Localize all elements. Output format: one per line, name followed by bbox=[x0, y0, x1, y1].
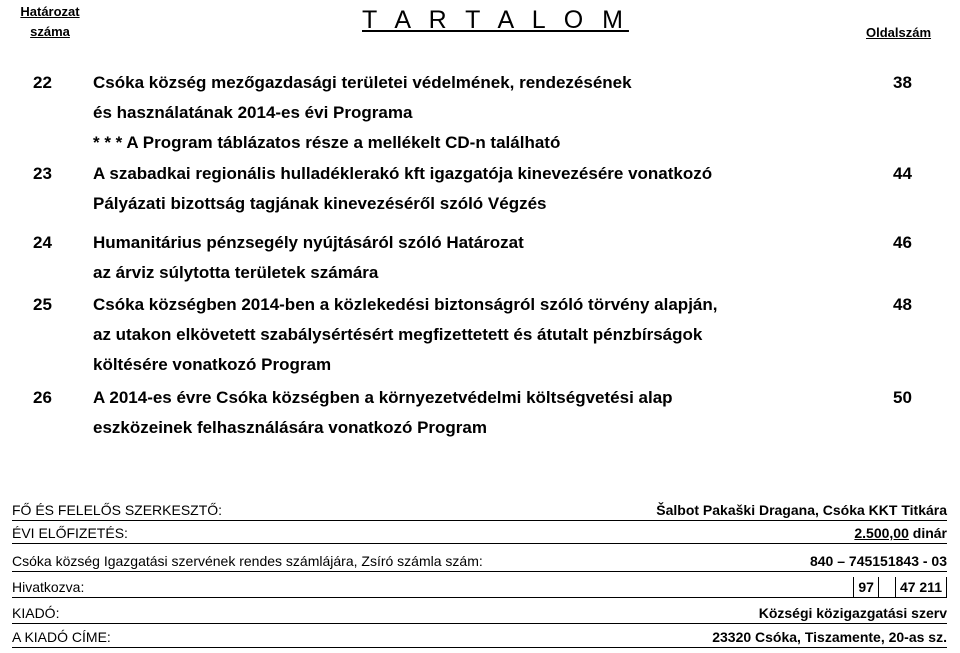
entry-page-number: 38 bbox=[893, 73, 912, 92]
reference-box-1: 97 bbox=[853, 577, 878, 597]
header-decision-label-1: Határozat bbox=[20, 4, 80, 19]
reference-box-2: 47 211 bbox=[895, 577, 947, 597]
entry-page-number: 50 bbox=[893, 388, 912, 407]
entry-number: 22 bbox=[33, 73, 52, 92]
entry-title bbox=[93, 228, 524, 288]
entry-number: 23 bbox=[33, 164, 52, 183]
entry-title-line: A szabadkai regionális hulladéklerakó kft igazgatója kinevezésére vonatkozó bbox=[93, 164, 713, 183]
footer-subscription-row bbox=[12, 520, 947, 544]
reference-box-gap bbox=[878, 577, 895, 597]
footer-reference-row bbox=[12, 574, 947, 598]
subscription-label: ÉVI ELŐFIZETÉS: bbox=[12, 525, 128, 541]
subscription-unit: dinár bbox=[912, 525, 947, 541]
entry-title bbox=[93, 159, 712, 219]
footer-editor-row bbox=[12, 497, 947, 521]
entry-title bbox=[93, 68, 632, 158]
publisher-label: KIADÓ: bbox=[12, 605, 60, 621]
account-label: Csóka község Igazgatási szervének rendes számlájára, Zsíró számla szám: bbox=[12, 553, 483, 569]
entry-title-line: eszközeinek felhasználására vonatkozó Program bbox=[93, 418, 487, 437]
footer-publisher-row bbox=[12, 600, 947, 624]
entry-title bbox=[93, 290, 717, 380]
account-value: 840 – 745151843 - 03 bbox=[809, 553, 947, 569]
entry-number: 25 bbox=[33, 295, 52, 314]
entry-page-number: 44 bbox=[893, 164, 912, 183]
entry-title-line: * * * A Program táblázatos része a mellékelt CD-n található bbox=[93, 133, 561, 152]
header-decision-number bbox=[10, 2, 90, 42]
entry-title bbox=[93, 383, 673, 443]
publisher-value: Községi közigazgatási szerv bbox=[758, 605, 947, 621]
entry-number: 24 bbox=[33, 233, 52, 252]
entry-title-line: Csóka község mezőgazdasági területei védelmének, rendezésének bbox=[93, 73, 632, 92]
address-label: A KIADÓ CÍME: bbox=[12, 629, 111, 645]
entry-title-line: A 2014-es évre Csóka községben a környezetvédelmi költségvetési alap bbox=[93, 388, 673, 407]
entry-title-line: és használatának 2014-es évi Programa bbox=[93, 103, 413, 122]
entry-title-line: az árviz súlytotta területek számára bbox=[93, 263, 379, 282]
subscription-value bbox=[854, 525, 947, 541]
editor-label: FŐ ÉS FELELŐS SZERKESZTŐ: bbox=[12, 502, 223, 518]
editor-value: Šalbot Pakaški Dragana, Csóka KKT Titkára bbox=[656, 502, 947, 518]
footer-account-row bbox=[12, 548, 947, 572]
entry-title-line: költésére vonatkozó Program bbox=[93, 355, 332, 374]
reference-boxes bbox=[853, 577, 947, 597]
reference-label: Hivatkozva: bbox=[12, 579, 85, 595]
entry-title-line: Humanitárius pénzsegély nyújtásáról szóló Határozat bbox=[93, 233, 524, 252]
header-decision-label-2: száma bbox=[30, 24, 70, 39]
page-title: T A R T A L O M bbox=[362, 6, 629, 34]
entry-title-line: Csóka községben 2014-ben a közlekedési biztonságról szóló törvény alapján, bbox=[93, 295, 718, 314]
header-page-number: Oldalszám bbox=[866, 25, 932, 40]
entry-number: 26 bbox=[33, 388, 52, 407]
footer-address-row bbox=[12, 624, 947, 648]
entry-page-number: 46 bbox=[893, 233, 912, 252]
subscription-amount: 2.500,00 bbox=[854, 525, 909, 541]
entry-title-line: az utakon elkövetett szabálysértésért megfizettetett és átutalt pénzbírságok bbox=[93, 325, 703, 344]
entry-page-number: 48 bbox=[893, 295, 912, 314]
address-value: 23320 Csóka, Tiszamente, 20-as sz. bbox=[712, 629, 947, 645]
entry-title-line: Pályázati bizottság tagjának kinevezéséről szóló Végzés bbox=[93, 194, 547, 213]
